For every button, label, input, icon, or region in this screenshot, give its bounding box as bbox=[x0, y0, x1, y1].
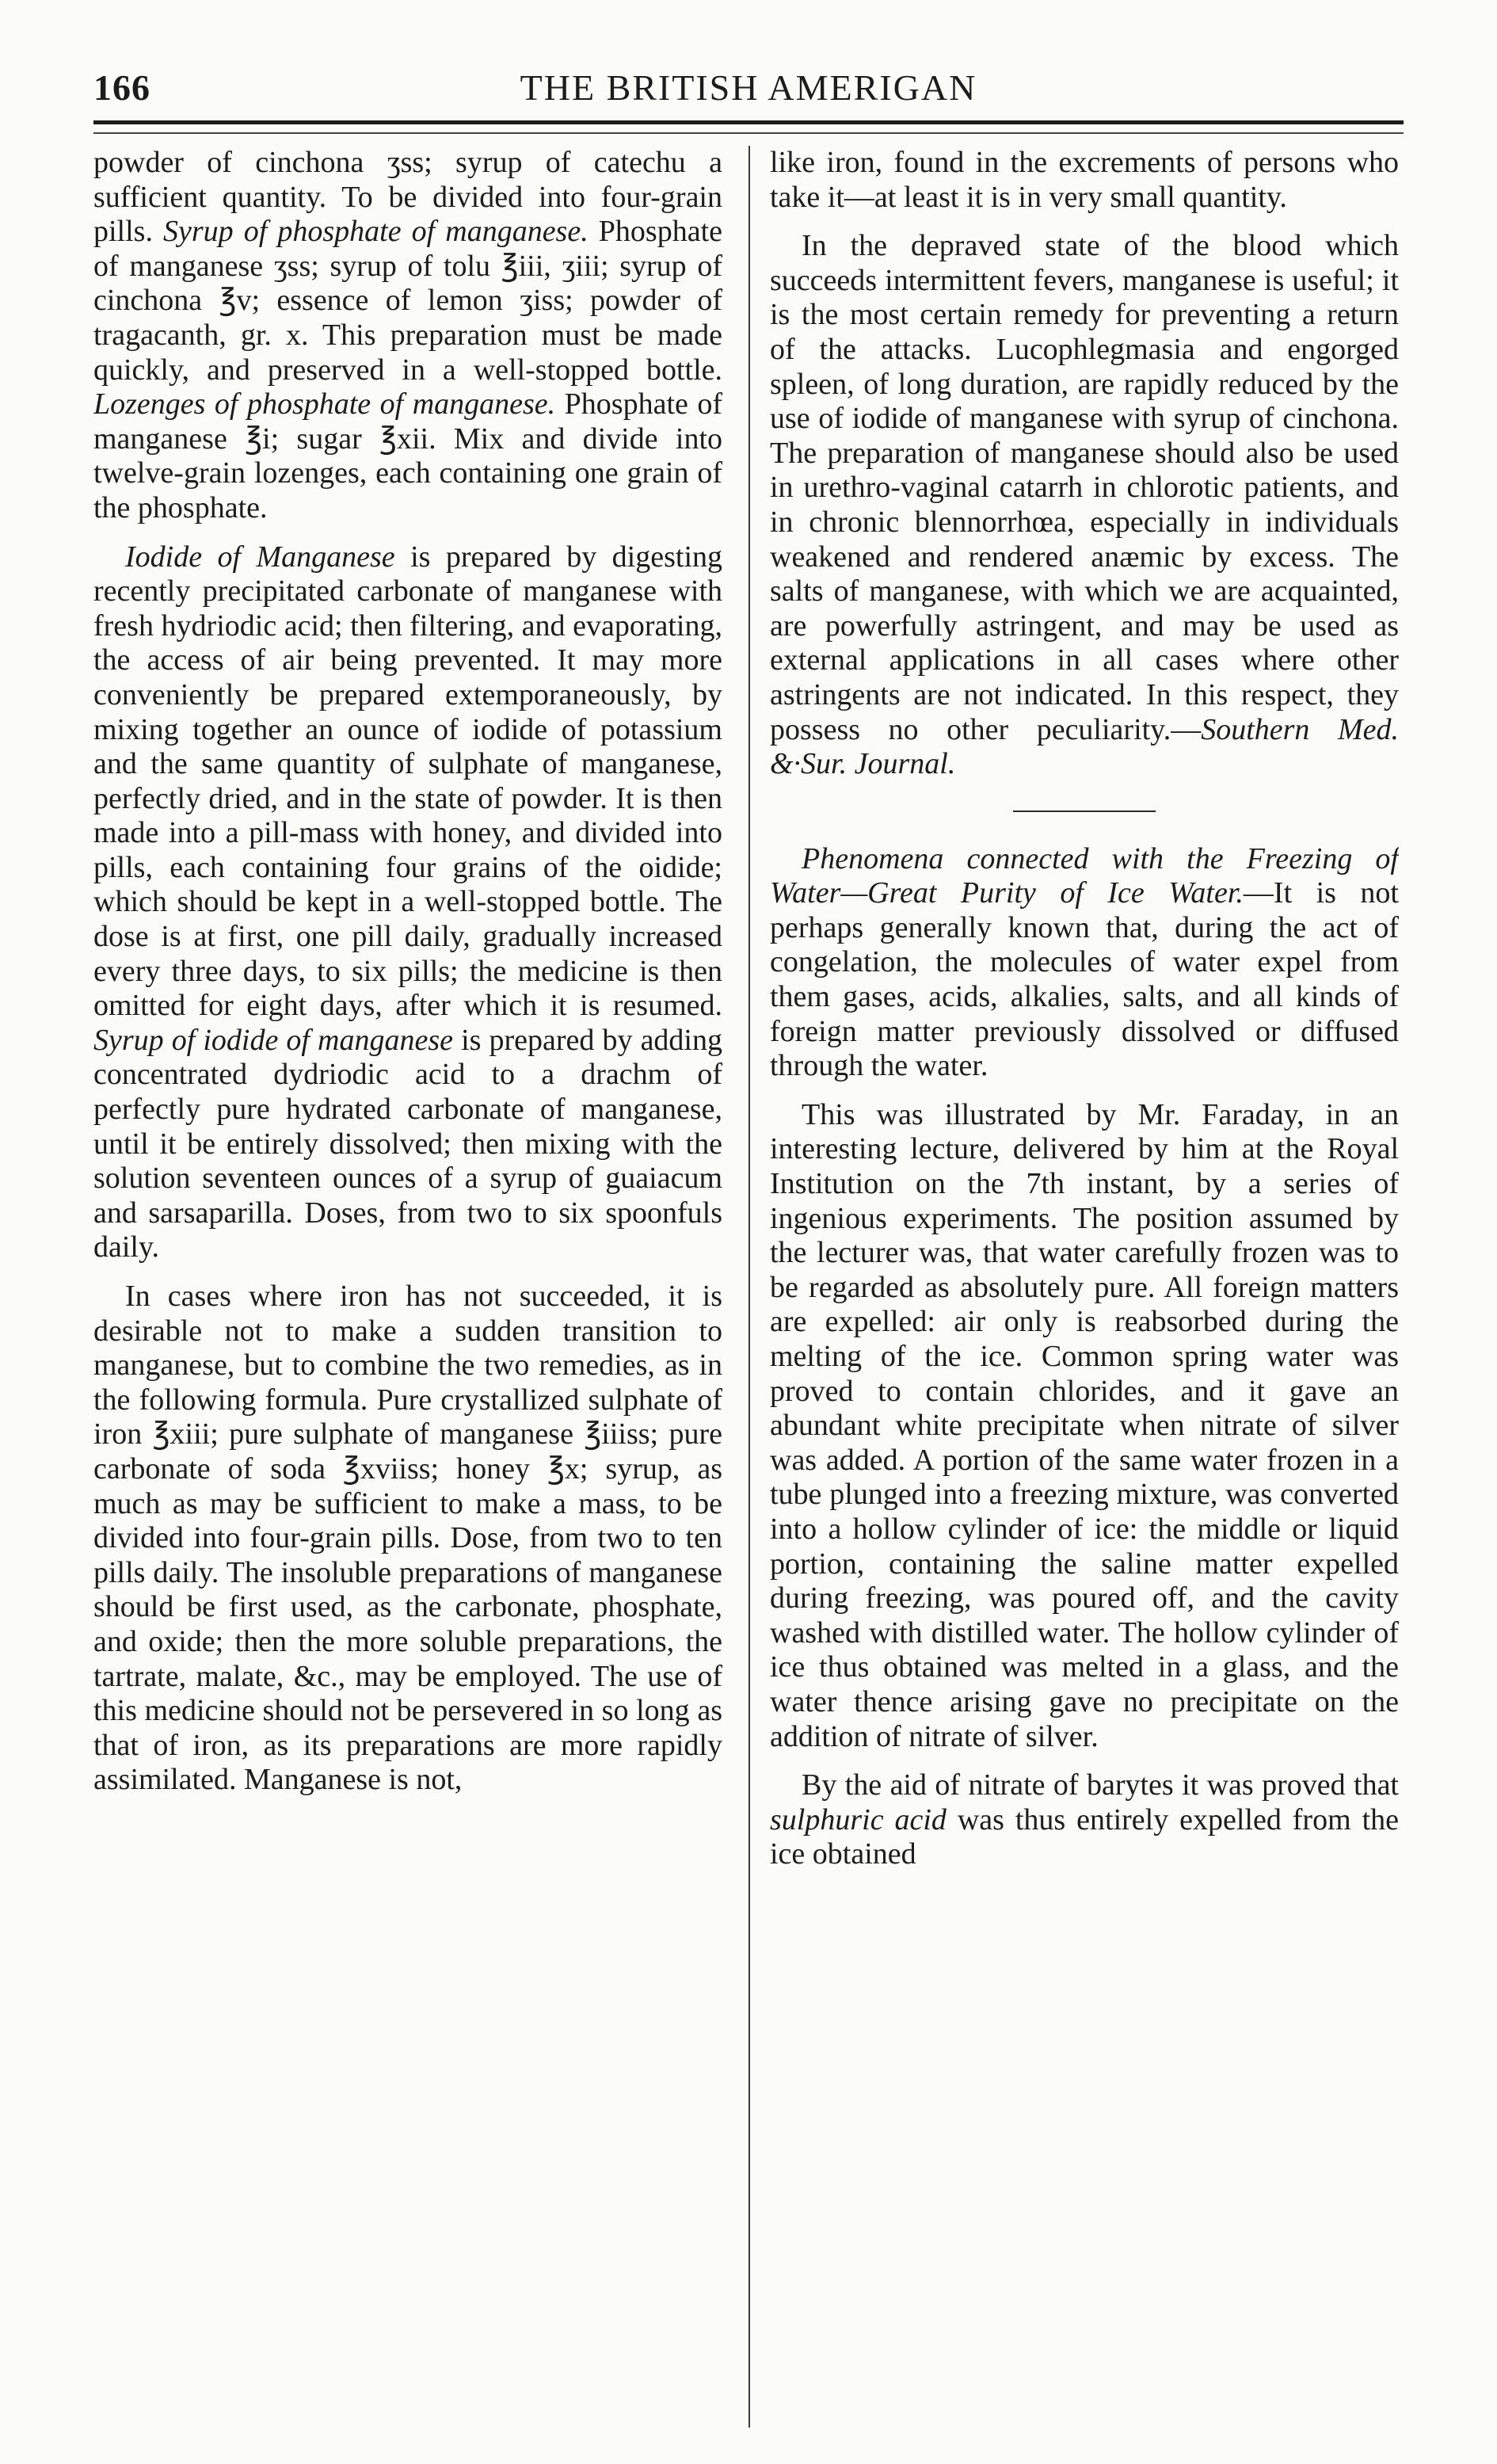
italic-heading: Syrup of phosphate of manganese. bbox=[163, 215, 589, 249]
text-run: is prepared by adding concentrated dydriodic acid to a drachm of perfectly pure hydrated carbonate of manganese, until it be entirely dissolved; then mixing with the solution seventeen ounces of a syrup of guaiacum and sarsaparilla. Doses, from two to six spoonfuls daily. bbox=[93, 1023, 722, 1264]
paragraph-pill-formulas bbox=[93, 146, 722, 526]
paragraph-iodide-of-manganese bbox=[93, 540, 722, 1265]
journal-title: THE BRITISH AMERIGAN bbox=[520, 67, 977, 108]
column-divider bbox=[748, 146, 750, 2428]
paragraph-iron-and-manganese: In cases where iron has not succeeded, it is desirable not to make a sudden transition to manganese, but to combine the two remedies, as in the following formula. Pure crystallized sulphate of iron ℥xiii; pure sulphate of manganese ℥iiiss; pure carbonate of soda ℥xviiss; honey ℥x; syrup, as much as may be sufficient to make a mass, to be divided into four-grain pills. Dose, from two to ten pills daily. The insoluble preparations of manganese should be first used, as the carbonate, phosphate, and oxide; then the more soluble preparations, the tartrate, malate, &c., may be employed. The use of this medicine should not be persevered in so long as that of iron, as its preparations are more rapidly assimilated. Manganese is not, bbox=[93, 1280, 722, 1797]
text-run: Phosphate of manganese ʒss; syrup of tolu ℥iii, ʒiii; syrup of cinchona ℥v; essence of lemon ʒiss; powder of tragacanth, gr. x. This preparation must be made quickly, and preserved in a well-stopped bottle. bbox=[93, 215, 722, 387]
paragraph-freezing-of-water bbox=[770, 842, 1399, 1084]
italic-heading: Iodide of Manganese bbox=[125, 540, 395, 574]
paragraph-depraved-blood bbox=[770, 229, 1399, 782]
text-run: was thus entirely expelled from the ice obtained bbox=[770, 1802, 1399, 1871]
text-run: powder of cinchona ʒss; syrup of catechu a sufficient quantity. To be divided into four-grain pills. bbox=[93, 146, 722, 249]
paragraph-continued: like iron, found in the excrements of persons who take it—at least it is in very small quantity. bbox=[770, 146, 1399, 214]
paragraph-faraday-lecture: This was illustrated by Mr. Faraday, in an interesting lecture, delivered by him at the Royal Institution on the 7th instant, by a series of ingenious experiments. The position assumed by the lecturer was, that water carefully frozen was to be regarded as absolutely pure. All foreign matters are expelled: air only is reabsorbed during the melting of the ice. Common spring water was proved to contain chlorides, and it gave an abundant white precipitate when nitrate of silver was added. A portion of the same water frozen in a tube plunged into a freezing mixture, was converted into a hollow cylinder of ice: the middle or liquid portion, containing the saline matter expelled during freezing, was poured off, and the cavity washed with distilled water. The hollow cylinder of ice thus obtained was melted in a glass, and the water thence arising gave no precipitate on the addition of nitrate of silver. bbox=[770, 1097, 1399, 1753]
text-run: —It is not perhaps generally known that, during the act of congelation, the molecules of water expel from them gases, acids, alkalies, salts, and all kinds of foreign matter previously dissolved or diffused through the water. bbox=[770, 876, 1399, 1083]
italic-heading: Lozenges of phosphate of manganese. bbox=[93, 387, 556, 421]
source-citation: Southern Med. &·Sur. Journal. bbox=[770, 712, 1399, 781]
italic-term: sulphuric acid bbox=[770, 1802, 947, 1837]
running-head bbox=[93, 67, 1404, 117]
text-run: By the aid of nitrate of barytes it was proved that bbox=[802, 1768, 1399, 1802]
header-double-rule bbox=[93, 120, 1404, 134]
paragraph-nitrate-of-barytes bbox=[770, 1768, 1399, 1872]
page-number: 166 bbox=[93, 67, 150, 108]
section-separator bbox=[1013, 811, 1156, 812]
text-run: is prepared by digesting recently precipitated carbonate of manganese with fresh hydriodic acid; then filtering, and evaporating, the access of air being prevented. It may more conveniently be prepared extemporaneously, by mixing together an ounce of iodide of potassium and the same quantity of sulphate of manganese, perfectly dried, and in the state of powder. It is then made into a pill-mass with honey, and divided into pills, each containing four grains of the oidide; which should be kept in a well-stopped bottle. The dose is at first, one pill daily, gradually increased every three days, to six pills; the medicine is then omitted for eight days, after which it is resumed. bbox=[93, 540, 722, 1023]
italic-heading: Syrup of iodide of manganese bbox=[93, 1023, 454, 1057]
text-run: Phosphate of manganese ℥i; sugar ℥xii. Mix and divide into twelve-grain lozenges, each containing one grain of the phosphate. bbox=[93, 387, 722, 524]
text-run: In the depraved state of the blood which succeeds intermittent fevers, manganese is useful; it is the most certain remedy for preventing a return of the attacks. Lucophlegmasia and engorged spleen, of long duration, are rapidly reduced by the use of iodide of manganese with syrup of cinchona. The preparation of manganese should also be used in urethro-vaginal catarrh in chlorotic patients, and in chronic blennorrhœa, especially in individuals weakened and rendered anæmic by excess. The salts of manganese, with which we are acquainted, are powerfully astringent, and may be used as external applications in all cases where other astringents are not indicated. In this respect, they possess no other peculiarity.— bbox=[770, 229, 1399, 746]
article-title: Phenomena connected with the Freezing of Water—Great Purity of Ice Water. bbox=[770, 841, 1399, 910]
right-column bbox=[770, 146, 1399, 2435]
left-column bbox=[93, 146, 722, 2435]
